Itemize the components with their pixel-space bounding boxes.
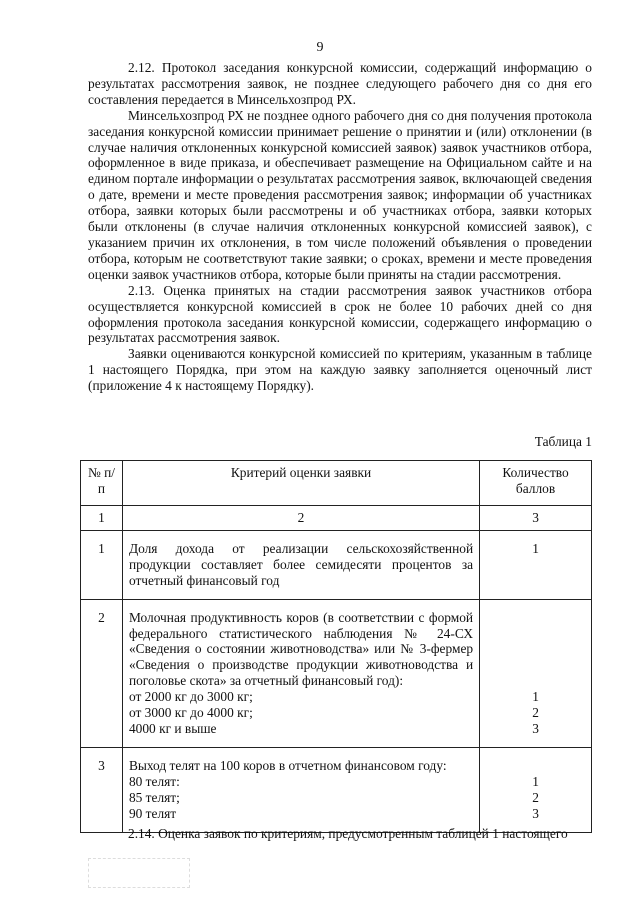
criteria-table — [80, 460, 592, 833]
table-row — [81, 530, 592, 599]
points-cell — [480, 747, 592, 832]
criterion-text: Выход телят на 100 коров в отчетном финансовом году: — [128, 757, 447, 773]
points-value: 2 — [532, 789, 539, 805]
row-number: 1 — [81, 530, 123, 599]
points-value: 1 — [532, 689, 539, 705]
row-number: 2 — [81, 599, 123, 747]
criterion-option: от 3000 кг до 4000 кг; — [128, 705, 253, 721]
table-header-row — [81, 461, 592, 506]
table-row — [81, 599, 592, 747]
criterion-option: 90 телят — [128, 805, 177, 821]
page-number: 9 — [316, 40, 324, 55]
faint-stamp-mark — [88, 858, 190, 888]
points-value: 3 — [532, 805, 539, 821]
table-column-numbers-row — [81, 506, 592, 531]
paragraph-ministry-decision: Минсельхозпрод РХ не позднее одного рабочего дня со дня получения протокола заседания конкурсной комиссии принимает решение о принятии и (или) отклонении (в случае наличия отклоненных конкурсной комиссией заявок) заявок участников отбора, оформленное в виде приказа, и обеспечивает размещение на Официальном сайте и на едином портале информации о результатах рассмотрения заявок, включающей сведения о дате, времени и месте проведения рассмотрения заявок; информации об участниках отбора, заявки которых были рассмотрены и об участниках отбора, заявки которых были отклонены (в случае наличия отклоненных конкурсной комиссией заявок), с указанием причин их отклонения, в том числе положений объявления о проведении отбора, которым не соответствуют такие заявки; о сроках, времени и месте проведения оценки заявок участников отбора, которые были приняты на стадии рассмотрения. — [88, 107, 593, 282]
table-row — [81, 747, 592, 832]
criterion-option: от 2000 кг до 3000 кг; — [128, 689, 253, 705]
criterion-text: Доля дохода от реализации сельскохозяйственной продукции составляет более семидесяти процентов за отчетный финансовый год — [122, 530, 479, 599]
criterion-option: 4000 кг и выше — [128, 720, 217, 736]
column-number: 1 — [81, 506, 123, 531]
criterion-text: Молочная продуктивность коров (в соответствии с формой федерального статистического наблюдения № 24-СХ «Сведения о состоянии животноводства» или № 3-фермер «Сведения о производстве продукции животноводства и поголовье скота» за отчетный финансовый год): — [128, 609, 474, 689]
column-number: 2 — [122, 506, 479, 531]
header-points: Количество баллов — [480, 461, 592, 506]
criterion-cell — [122, 599, 479, 747]
column-number: 3 — [480, 506, 592, 531]
points-value: 1 — [532, 773, 539, 789]
header-number: № п/п — [81, 461, 123, 506]
table-caption: Таблица 1 — [534, 434, 592, 449]
points-value: 3 — [532, 720, 539, 736]
criterion-option: 80 телят: — [128, 773, 180, 789]
points-value: 2 — [532, 705, 539, 721]
paragraph-2-13: 2.13. Оценка принятых на стадии рассмотрения заявок участников отбора осуществляется конкурсной комиссией в срок не более 10 рабочих дней со дня оформления протокола заседания конкурсной комиссии, содержащего информацию о результатах рассмотрения заявок. — [88, 282, 592, 346]
header-criterion: Критерий оценки заявки — [122, 461, 479, 506]
criterion-cell — [122, 747, 479, 832]
row-number: 3 — [81, 747, 123, 832]
points-value: 1 — [480, 530, 592, 599]
criterion-option: 85 телят; — [128, 789, 180, 805]
paragraph-2-12: 2.12. Протокол заседания конкурсной комиссии, содержащий информацию о результатах рассмотрения заявок, не позднее следующего рабочего дня со дня его составления передается в Минсельхозпрод РХ. — [88, 60, 592, 107]
paragraph-2-14: 2.14. Оценка заявок по критериям, предусмотренным таблицей 1 настоящего — [128, 826, 568, 841]
body-text — [88, 60, 592, 394]
points-cell — [480, 599, 592, 747]
paragraph-criteria-intro: Заявки оцениваются конкурсной комиссией по критериям, указанным в таблице 1 настоящего Порядка, при этом на каждую заявку заполняется оценочный лист (приложение 4 к настоящему Порядку). — [88, 346, 592, 394]
